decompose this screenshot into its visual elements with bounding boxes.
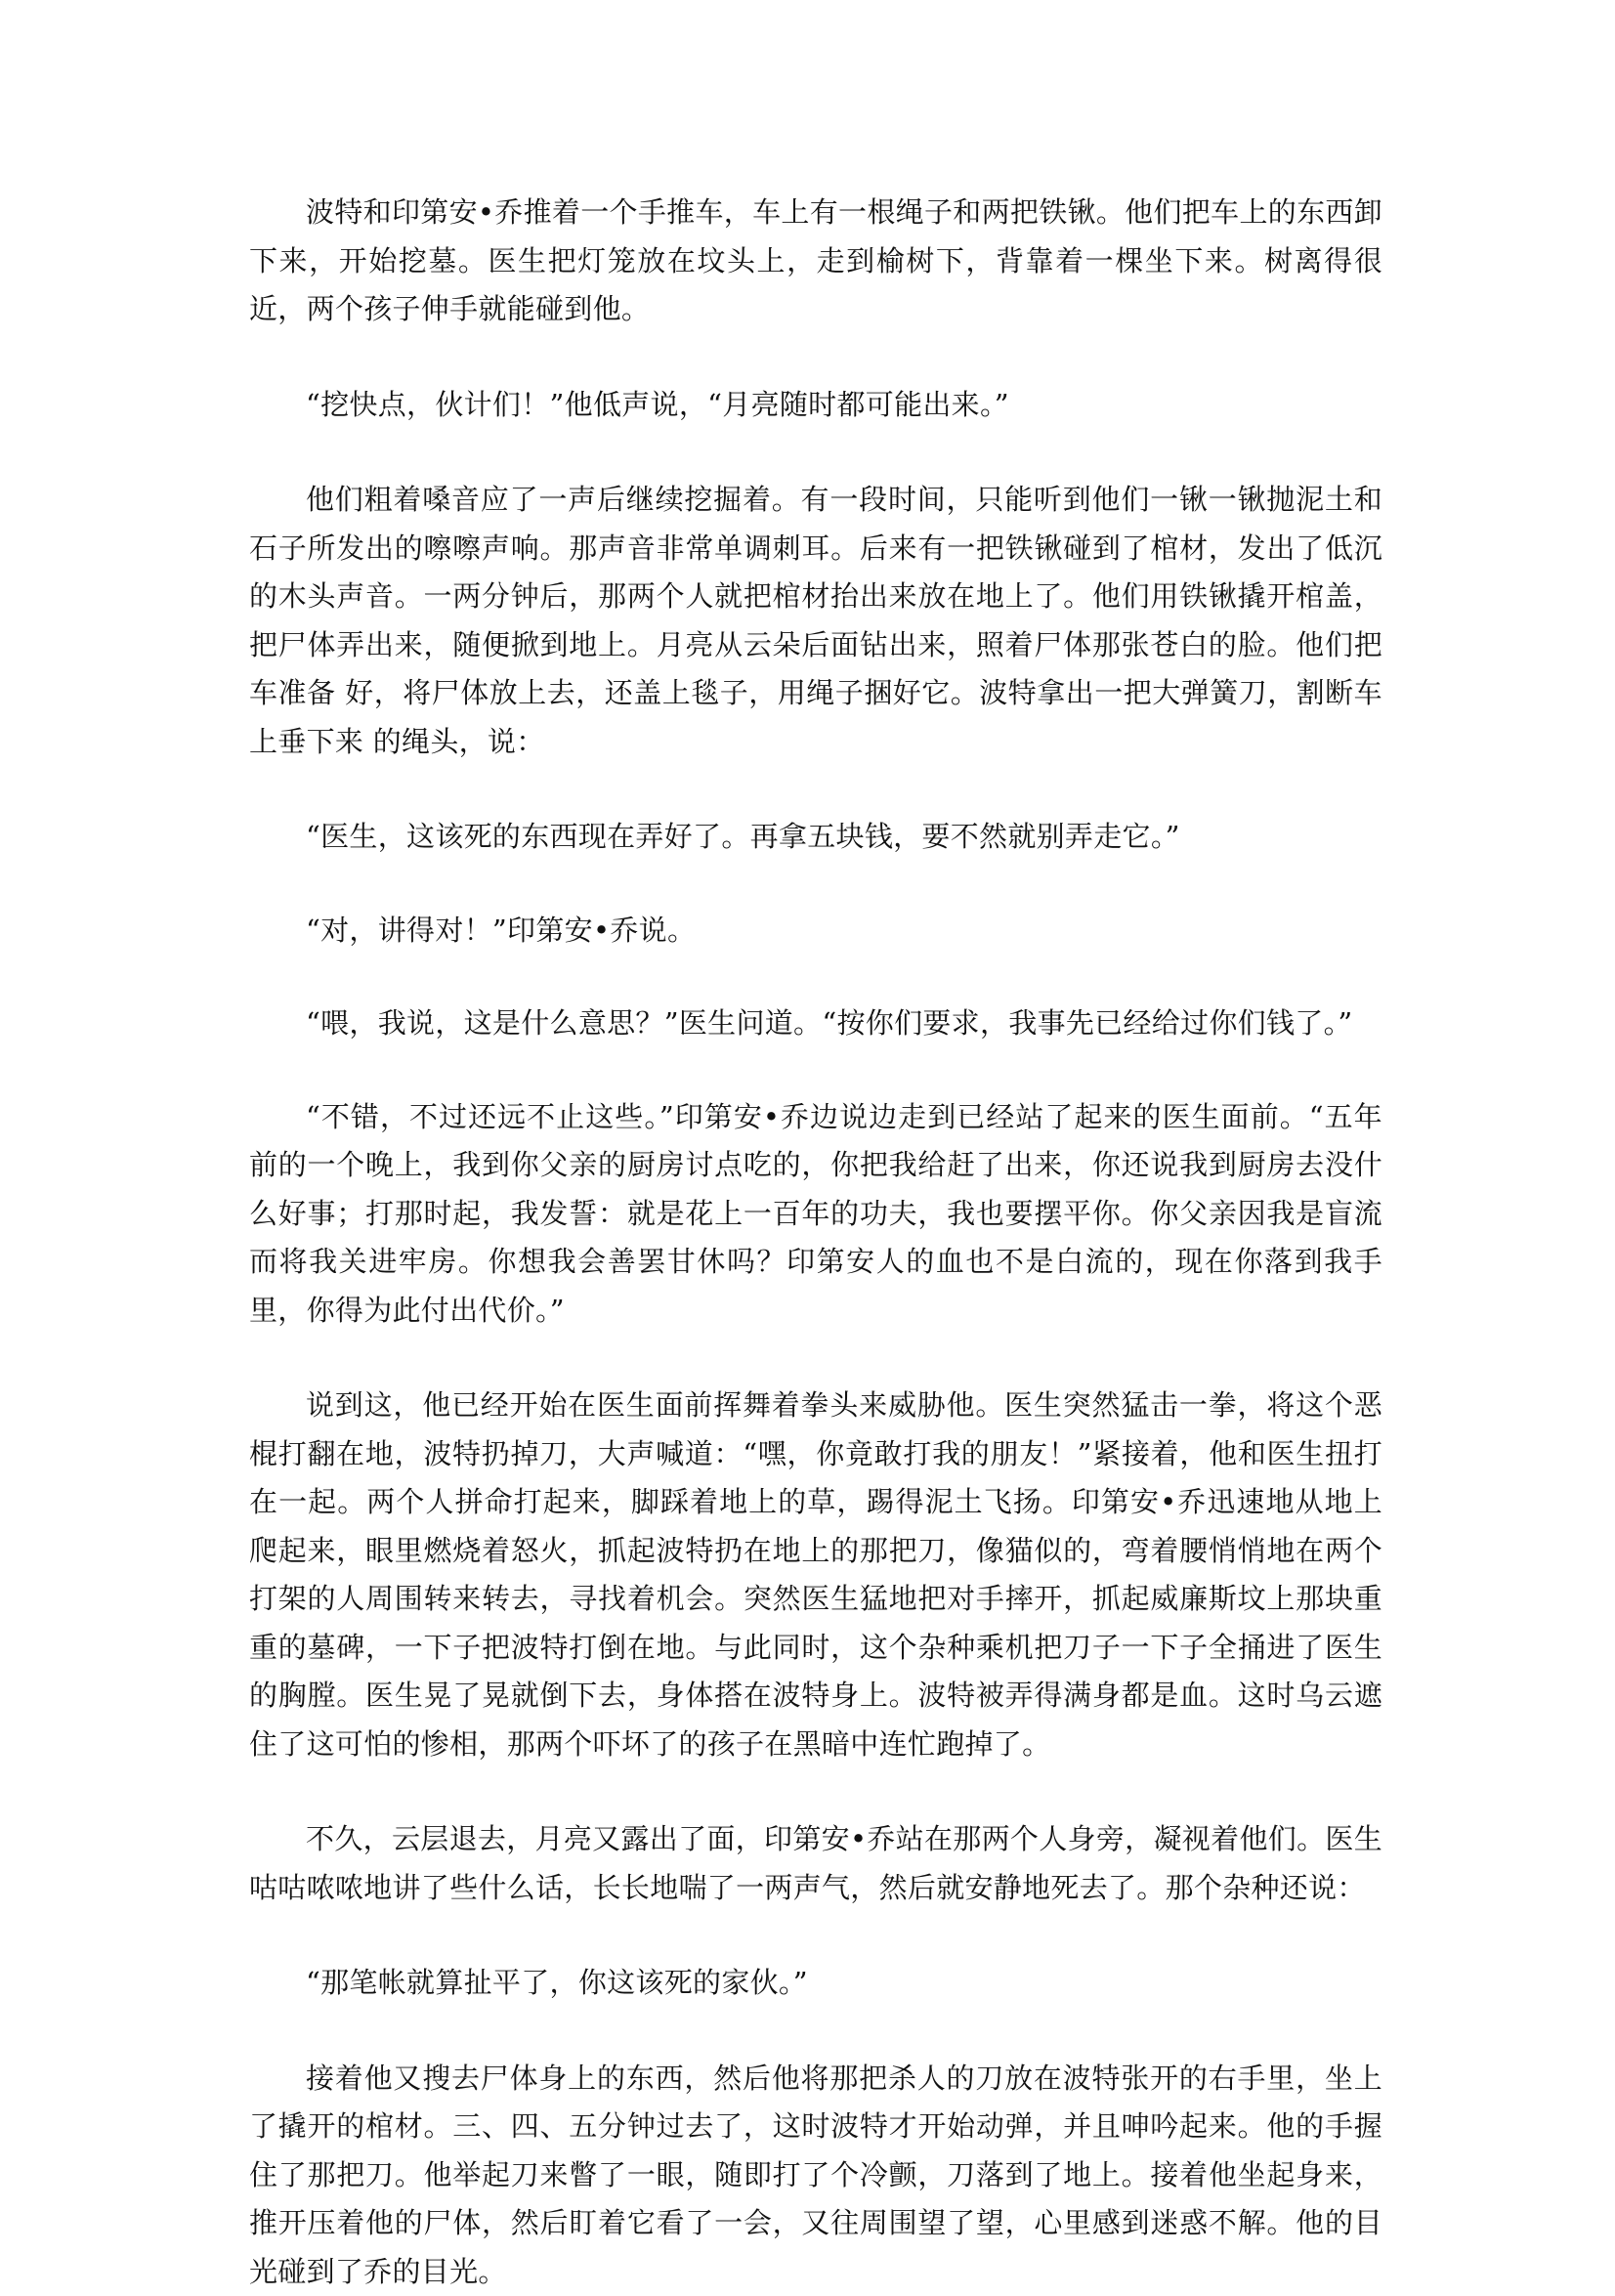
paragraph: “挖快点，伙计们！”他低声说，“月亮随时都可能出来。”	[249, 381, 1382, 430]
paragraph: 说到这，他已经开始在医生面前挥舞着拳头来威胁他。医生突然猛击一拳，将这个恶棍打翻在地，波特扔掉刀，大声喊道：“嘿，你竟敢打我的朋友！”紧接着，他和医生扭打在一起。两个人拼命打起来，脚踩着地上的草，踢得泥土飞扬。印第安•乔迅速地从地上爬起来，眼里燃烧着怒火，抓起波特扔在地上的那把刀，像猫似的，弯着腰悄悄地在两个打架的人周围转来转去，寻找着机会。突然医生猛地把对手摔开，抓起威廉斯坟上那块重重的墓碑，一下子把波特打倒在地。与此同时，这个杂种乘机把刀子一下子全捅进了医生的胸膛。医生晃了晃就倒下去，身体搭在波特身上。波特被弄得满身都是血。这时乌云遮住了这可怕的惨相，那两个吓坏了的孩子在黑暗中连忙跑掉了。	[249, 1382, 1382, 1768]
paragraph: “喂，我说，这是什么意思？”医生问道。“按你们要求，我事先已经给过你们钱了。”	[249, 999, 1382, 1048]
paragraph: 他们粗着嗓音应了一声后继续挖掘着。有一段时间，只能听到他们一锹一锹抛泥土和石子所发出的嚓嚓声响。那声音非常单调刺耳。后来有一把铁锹碰到了棺材，发出了低沉的木头声音。一两分钟后，那两个人就把棺材抬出来放在地上了。他们用铁锹撬开棺盖，把尸体弄出来，随便掀到地上。月亮从云朵后面钻出来，照着尸体那张苍白的脸。他们把车准备 好，将尸体放上去，还盖上毯子，用绳子捆好它。波特拿出一把大弹簧刀，割断车上垂下来 的绳头，说：	[249, 476, 1382, 766]
paragraph: “对，讲得对！”印第安•乔说。	[249, 907, 1382, 956]
paragraph: “医生，这该死的东西现在弄好了。再拿五块钱，要不然就别弄走它。”	[249, 813, 1382, 862]
paragraph: 不久，云层退去，月亮又露出了面，印第安•乔站在那两个人身旁，凝视着他们。医生咕咕哝哝地讲了些什么话，长长地喘了一两声气，然后就安静地死去了。那个杂种还说：	[249, 1815, 1382, 1912]
paragraph: “不错，不过还远不止这些。”印第安•乔边说边走到已经站了起来的医生面前。“五年前的一个晚上，我到你父亲的厨房讨点吃的，你把我给赶了出来，你还说我到厨房去没什么好事；打那时起，我发誓：就是花上一百年的功夫，我也要摆平你。你父亲因我是盲流而将我关进牢房。你想我会善罢甘休吗？印第安人的血也不是白流的，现在你落到我手里，你得为此付出代价。”	[249, 1093, 1382, 1336]
paragraph: 接着他又搜去尸体身上的东西，然后他将那把杀人的刀放在波特张开的右手里，坐上了撬开的棺材。三、四、五分钟过去了，这时波特才开始动弹，并且呻吟起来。他的手握住了那把刀。他举起刀来瞥了一眼，随即打了个冷颤，刀落到了地上。接着他坐起身来，推开压着他的尸体，然后盯着它看了一会，又往周围望了望，心里感到迷惑不解。他的目光碰到了乔的目光。	[249, 2055, 1382, 2296]
paragraph: “那笔帐就算扯平了，你这该死的家伙。”	[249, 1959, 1382, 2008]
document-page	[249, 189, 1382, 2296]
paragraph: 波特和印第安•乔推着一个手推车，车上有一根绳子和两把铁锹。他们把车上的东西卸下来，开始挖墓。医生把灯笼放在坟头上，走到榆树下，背靠着一棵坐下来。树离得很近，两个孩子伸手就能碰到他。	[249, 189, 1382, 334]
